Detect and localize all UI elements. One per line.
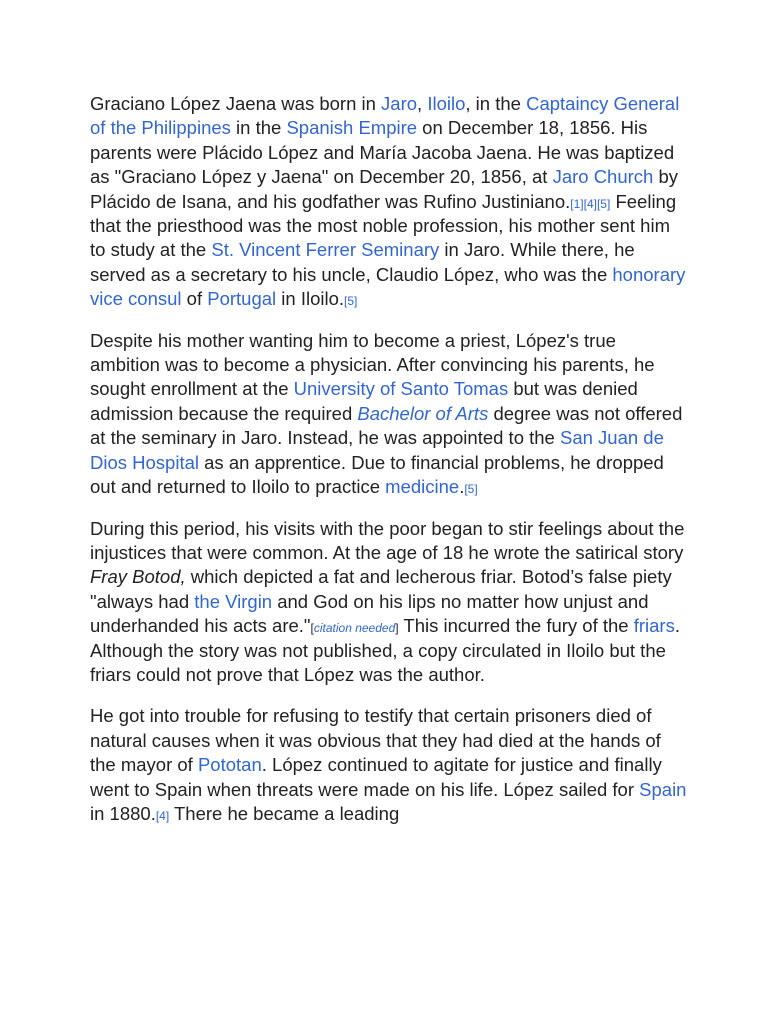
text: and God on his lips no matter how unjust and underhanded his acts are." [90,590,649,637]
paragraph-2 [90,329,690,500]
reference-mark [464,482,477,496]
reference-link-5[interactable]: [5] [344,294,358,309]
link-honorary-vice-consul[interactable]: honorary vice consul [90,263,686,310]
reference-mark [570,197,610,211]
reference-link-5[interactable]: [5] [596,196,611,211]
reference-link-4[interactable]: [4] [155,808,170,823]
citation-needed-link[interactable]: citation needed [313,621,396,636]
text: in the [230,117,287,139]
link-spanish-empire[interactable]: Spanish Empire [286,117,418,139]
text: Graciano López Jaena was born in [90,93,382,114]
link-iloilo[interactable]: Iloilo [427,93,466,114]
link-the-virgin[interactable]: the Virgin [194,590,273,612]
link-san-juan-de-dios-hospital[interactable]: San Juan de Dios Hospital [90,427,664,473]
article-body [90,92,690,843]
text: in Iloilo. [276,288,345,310]
link-jaro-church[interactable]: Jaro Church [552,166,654,188]
text: , in the [465,93,527,114]
link-friars[interactable]: friars [633,615,675,637]
text: in Jaro. While there, he served as a secretary to his uncle, Claudio López, who was the [90,239,635,285]
text: This incurred the fury of the [398,615,634,637]
text: . López continued to agitate for justice and finally went to Spain when threats were made on his life. López sailed for [90,754,662,800]
text: in 1880. [90,802,156,824]
link-jaro[interactable]: Jaro [381,93,418,114]
italic-title: Fray Botod, [90,566,186,588]
text: of [181,288,208,310]
text: which depicted a fat and lecherous friar. Botod’s false piety "always had [90,566,672,612]
reference-link-1[interactable]: [1] [570,196,584,211]
link-medicine[interactable]: medicine [385,476,460,498]
citation-needed-tag [311,621,399,635]
text: by Plácido de Isana, and his godfather was Rufino Justiniano. [90,166,679,212]
link-university-of-santo-tomas[interactable]: University of Santo Tomas [293,378,509,400]
bracket: ] [395,621,399,636]
text: . Although the story was not published, a copy circulated in Iloilo but the friars could not prove that López was the author. [90,615,680,685]
reference-link-4[interactable]: [4] [583,196,597,211]
bracket: [ [310,621,314,636]
link-pototan[interactable]: Pototan [197,754,262,776]
paragraph-3 [90,517,690,688]
text: , [417,93,428,114]
text: on December 18, 1856. His parents were Plácido López and María Jacoba Jaena. He was baptized as "Graciano López y Jaena" on December 20, 1856, at [90,117,675,188]
text: Feeling that the priesthood was the most noble profession, his mother sent him to study at the [90,190,677,261]
reference-mark [156,809,169,823]
link-portugal[interactable]: Portugal [207,288,277,310]
text: He got into trouble for refusing to testify that certain prisoners died of natural causes when it was obvious that they had died at the hands of the mayor of [90,705,661,776]
paragraph-4 [90,704,690,826]
link-bachelor-of-arts[interactable]: Bachelor of Arts [357,402,489,424]
link-captaincy-general[interactable]: Captaincy General of the Philippines [90,93,680,139]
link-spain[interactable]: Spain [639,778,687,800]
link-st-vincent-ferrer-seminary[interactable]: St. Vincent Ferrer Seminary [211,239,440,261]
reference-mark [344,294,357,308]
text: as an apprentice. Due to financial problems, he dropped out and returned to Iloilo to practice [90,451,664,498]
paragraph-1 [90,92,690,312]
text: but was denied admission because the required [90,378,638,424]
text: During this period, his visits with the poor began to stir feelings about the injustices that were common. At the age of 18 he wrote the satirical story [90,517,685,563]
text: . [459,476,465,498]
text: There he became a leading [169,802,400,824]
text: degree was not offered at the seminary in Jaro. Instead, he was appointed to the [90,402,683,449]
text: Despite his mother wanting him to become a priest, López's true ambition was to become a physician. After convincing his parents, he sought enrollment at the [90,329,655,400]
reference-link-5[interactable]: [5] [464,482,478,497]
